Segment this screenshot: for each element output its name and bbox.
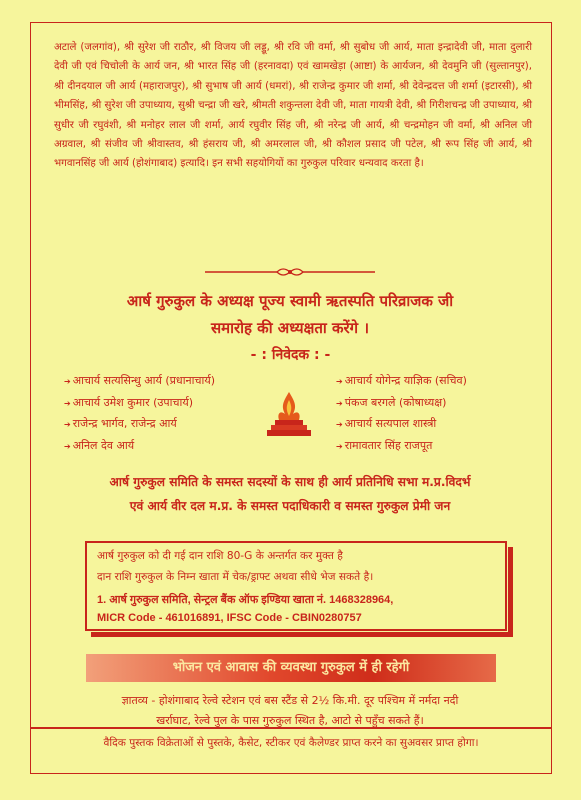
nivedak-item: ➔ रामावतार सिंह राजपूत [336, 436, 566, 458]
members-line-1: आर्ष गुरुकुल समिति के समस्त सदस्यों के साथ ही आर्य प्रतिनिधि सभा म.प्र.विदर्भ [109, 475, 471, 489]
nivedak-item: ➔ आचार्य सत्यसिन्धु आर्य (प्रधानाचार्य) [64, 371, 304, 393]
presidency-announcement [40, 288, 540, 342]
location-note [40, 691, 540, 731]
havan-kund-icon [263, 388, 315, 440]
nivedak-item: ➔ अनिल देव आर्य [64, 436, 304, 458]
donation-tax-exempt: आर्ष गुरुकुल को दी गई दान राशि 80-G के अन्तर्गत कर मुक्त है [97, 550, 343, 562]
presidency-line-1: आर्ष गुरुकुल के अध्यक्ष पूज्य स्वामी ऋतस्पति परिव्राजक जी [126, 292, 454, 310]
nivedak-heading: - : निवेदक : - [250, 347, 331, 363]
footer-note: वैदिक पुस्तक विक्रेताओं से पुस्तके, कैसेट, स्टीकर एवं कैलेण्डर प्राप्त करने का सुअवसर प्राप्त होगा। [103, 737, 479, 749]
location-line-2: खर्राघाट, रेल्वे पुल के पास गुरुकुल स्थित है, आटो से पहुँच सकते हैं। [156, 714, 424, 727]
donation-box [85, 541, 507, 631]
members-line-2: एवं आर्य वीर दल म.प्र. के समस्त पदाधिकारी व समस्त गुरुकुल प्रेमी जन [129, 499, 451, 513]
donation-instructions: दान राशि गुरुकुल के निम्न खाता में चेक/ड्राफ्ट अथवा सीधे भेज सकते है। [97, 571, 374, 583]
nivedak-list-right [336, 371, 566, 457]
nivedak-item: ➔ आचार्य उमेश कुमार (उपाचार्य) [64, 393, 304, 415]
donation-codes: MICR Code - 461016891, IFSC Code - CBIN0280757 [97, 612, 362, 624]
presidency-line-2: समारोह की अध्यक्षता करेंगे । [210, 319, 370, 337]
acknowledgement-paragraph: अटाले (जलगांव), श्री सुरेश जी राठौर, श्री विजय जी लड्डू, श्री रवि जी वर्मा, श्री सुबोध जी आर्य, माता इन्द्रादेवी जी, माता दुलारी देवी जी एवं चिचोली के आर्य जन, श्री भारत सिंह जी (हरनावदा) एवं खामखेड़ा (आष्टा) के आर्यजन, श्री देवमुनि जी (सुल्तानपुर), श्री दीनदयाल जी आर्य (महाराजपुर), श्री सुभाष जी आर्य (धमरां), श्री राजेन्द्र कुमार जी शर्मा, श्री देवेन्द्रदत्त जी शर्मा (इटारसी), श्री भीमसिंह, श्री सुरेश जी उपाध्याय, सुश्री चन्द्रा जी खरे, श्रीमती शकुन्तला देवी जी, माता गायत्री देवी, श्री गिरीशचन्द्र जी उपाध्याय, श्री सुधीर जी रघुवंशी, श्री मनोहर लाल जी शर्मा, आर्य रघुवीर सिंह जी, श्री नरेन्द्र जी आर्य, श्री चन्द्रमोहन जी वर्मा, श्री अनिल जी अग्रवाल, श्री संजीव जी श्रीवास्तव, श्री हंसराय जी, श्री अमरलाल जी, श्री कौशल प्रसाद जी पटेल, श्री रूप सिंह जी आर्य, श्री भगवानसिंह जी आर्य (होशंगाबाद) इत्यादि। इन सभी सहयोगियों का गुरुकुल परिवार धन्यवाद करता है। [54, 42, 532, 170]
nivedak-item: ➔ राजेन्द्र भार्गव, राजेन्द्र आर्य [64, 414, 304, 436]
members-statement [40, 470, 540, 518]
nivedak-item: ➔ आचार्य सत्यपाल शास्त्री [336, 414, 566, 436]
nivedak-item: ➔ पंकज बरगले (कोषाध्यक्ष) [336, 393, 566, 415]
nivedak-item: ➔ आचार्य योगेन्द्र याज्ञिक (सचिव) [336, 371, 566, 393]
food-lodging-banner: भोजन एवं आवास की व्यवस्था गुरुकुल में ही रहेगी [86, 654, 496, 682]
ornamental-divider [205, 265, 375, 279]
footer-divider [30, 727, 552, 729]
donation-account: 1. आर्ष गुरुकुल समिति, सेन्ट्रल बैंक ऑफ इण्डिया खाता नं. 1468328964, [97, 594, 394, 606]
location-line-1: ज्ञातव्य - होशंगाबाद रेल्वे स्टेशन एवं बस स्टैंड से 2½ कि.मी. दूर पश्चिम में नर्मदा नदी [121, 694, 459, 707]
